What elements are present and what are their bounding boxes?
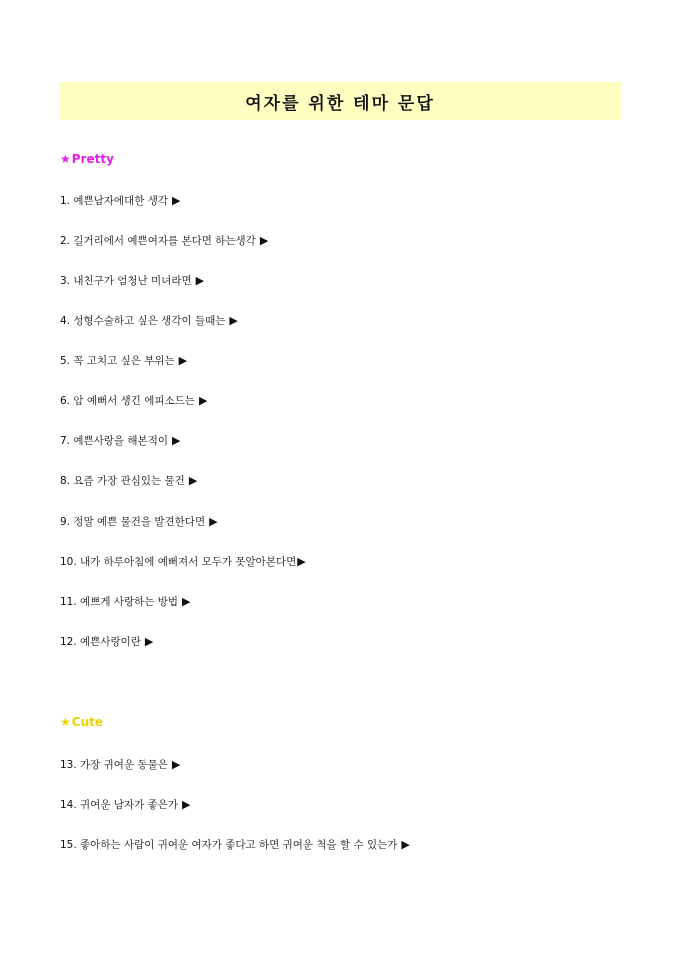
arrow-icon: ▶: [401, 838, 410, 851]
question-text: 2. 길거리에서 예쁜여자를 본다면 하는생각: [60, 235, 256, 247]
question-text: 6. 암 예뻐서 생긴 에피소드는: [60, 395, 195, 407]
section-title: Pretty: [71, 152, 114, 166]
question-text: 8. 요즘 가장 관심있는 물건: [60, 475, 185, 487]
arrow-icon: ▶: [182, 798, 191, 811]
question-item: [60, 233, 268, 248]
arrow-icon: ▶: [171, 194, 181, 207]
arrow-icon: ▶: [195, 274, 205, 287]
arrow-icon: ▶: [297, 555, 306, 568]
arrow-icon: ▶: [259, 234, 269, 247]
arrow-icon: ▶: [182, 595, 191, 608]
section-heading-cute: [60, 715, 103, 729]
arrow-icon: ▶: [188, 474, 198, 487]
question-text: 1. 예쁜남자에대한 생각: [60, 195, 168, 207]
question-item: [60, 353, 187, 368]
question-item: [60, 797, 190, 812]
star-icon: ★: [60, 152, 71, 166]
question-text: 3. 내친구가 엄청난 미녀라면: [60, 275, 192, 287]
arrow-icon: ▶: [229, 314, 238, 327]
question-text: 7. 예쁜사랑을 해본적이: [60, 435, 168, 447]
arrow-icon: ▶: [144, 635, 154, 648]
star-icon: ★: [60, 715, 71, 729]
question-item: [60, 273, 204, 288]
question-item: [60, 594, 190, 609]
question-item: [60, 473, 197, 488]
question-item: [60, 634, 153, 649]
question-text: 15. 좋아하는 사람이 귀여운 여자가 좋다고 하면 귀여운 척을 할 수 있는가: [60, 839, 398, 851]
question-item: [60, 757, 180, 772]
arrow-icon: ▶: [209, 515, 218, 528]
question-text: 10. 내가 하루아침에 예뻐져서 모두가 못알아본다면: [60, 556, 297, 568]
question-text: 4. 성형수술하고 싶은 생각이 들때는: [60, 315, 226, 327]
question-item: [60, 433, 180, 448]
arrow-icon: ▶: [171, 758, 181, 771]
question-item: [60, 193, 180, 208]
arrow-icon: ▶: [178, 354, 188, 367]
question-text: 13. 가장 귀여운 동물은: [60, 759, 168, 771]
section-title: Cute: [71, 715, 103, 729]
question-text: 12. 예쁜사랑이란: [60, 636, 141, 648]
document-title: 여자를 위한 테마 문답: [245, 93, 435, 114]
question-text: 9. 정말 예쁜 물건을 발견한다면: [60, 516, 206, 528]
question-item: [60, 554, 306, 569]
question-item: [60, 393, 207, 408]
title-bar: [59, 82, 621, 120]
question-text: 5. 꼭 고치고 싶은 부위는: [60, 355, 175, 367]
question-item: [60, 313, 238, 328]
question-item: [60, 514, 218, 529]
question-item: [60, 837, 410, 852]
question-text: 14. 귀여운 남자가 좋은가: [60, 799, 178, 811]
question-text: 11. 예쁘게 사랑하는 방법: [60, 596, 178, 608]
arrow-icon: ▶: [198, 394, 208, 407]
arrow-icon: ▶: [171, 434, 181, 447]
section-heading-pretty: [60, 152, 114, 166]
